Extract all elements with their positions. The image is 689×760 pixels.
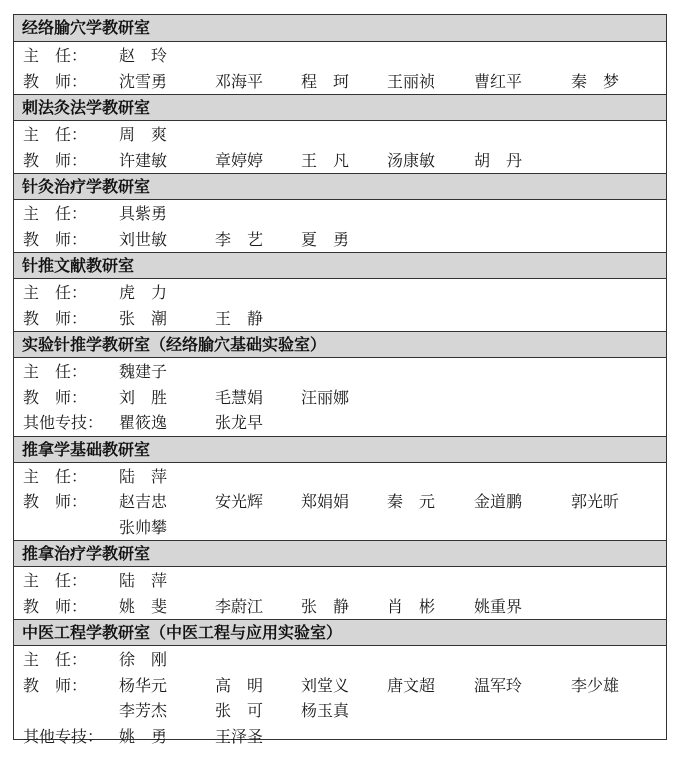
section xyxy=(14,252,666,331)
section xyxy=(14,15,666,94)
role-label: 其他专技： xyxy=(23,726,104,746)
role-label: 教 师： xyxy=(23,229,88,249)
section-title: 实验针推学教研室（经络腧穴基础实验室） xyxy=(14,331,666,357)
role-label: 教 师： xyxy=(23,675,88,695)
staff-name: 胡 丹 xyxy=(474,150,523,170)
section-title: 中医工程学教研室（中医工程与应用实验室） xyxy=(14,619,666,645)
section-title: 推拿学基础教研室 xyxy=(14,436,666,462)
staff-row xyxy=(14,410,666,436)
staff-row xyxy=(14,306,666,332)
section xyxy=(14,619,666,749)
staff-name: 毛慧娟 xyxy=(215,387,264,407)
staff-name: 赵 玲 xyxy=(119,46,168,65)
staff-name: 郭光昕 xyxy=(571,492,620,511)
staff-name: 郑娟娟 xyxy=(301,492,350,511)
role-label: 主 任： xyxy=(23,125,88,144)
staff-name: 张帅攀 xyxy=(119,517,168,537)
staff-row xyxy=(14,201,666,227)
staff-name: 魏建子 xyxy=(119,362,168,381)
staff-name: 唐文超 xyxy=(387,675,436,695)
staff-row xyxy=(14,280,666,306)
staff-name: 程 珂 xyxy=(301,71,350,91)
staff-name: 瞿筱逸 xyxy=(119,413,168,432)
section-body xyxy=(14,357,666,436)
staff-name: 李少雄 xyxy=(571,675,620,695)
staff-name: 张 可 xyxy=(215,701,264,720)
role-label: 其他专技： xyxy=(23,413,104,432)
section xyxy=(14,173,666,252)
staff-row xyxy=(14,385,666,411)
staff-name: 陆 萍 xyxy=(119,466,168,486)
staff-row xyxy=(14,122,666,148)
role-label: 主 任： xyxy=(23,46,88,65)
staff-name: 温军玲 xyxy=(474,675,523,695)
staff-row xyxy=(14,43,666,69)
staff-row xyxy=(14,464,666,490)
staff-name: 陆 萍 xyxy=(119,571,168,590)
staff-name: 张龙早 xyxy=(215,413,264,432)
staff-name: 王丽祯 xyxy=(387,71,436,91)
staff-name: 姚 勇 xyxy=(119,726,168,746)
staff-row xyxy=(14,673,666,699)
staff-name: 赵吉忠 xyxy=(119,492,168,511)
section-title: 经络腧穴学教研室 xyxy=(14,15,666,41)
section-title: 刺法灸法学教研室 xyxy=(14,94,666,120)
staff-name: 王 凡 xyxy=(301,150,350,170)
staff-name: 秦 梦 xyxy=(571,71,620,91)
staff-row xyxy=(14,647,666,673)
staff-name: 杨华元 xyxy=(119,675,168,695)
staff-name: 高 明 xyxy=(215,675,264,695)
role-label: 主 任： xyxy=(23,362,88,381)
staff-name: 刘堂义 xyxy=(301,675,350,695)
staff-row xyxy=(14,724,666,750)
role-label: 教 师： xyxy=(23,387,88,407)
staff-row xyxy=(14,359,666,385)
staff-name: 章婷婷 xyxy=(215,150,264,170)
staff-name: 王 静 xyxy=(215,308,264,328)
section-body xyxy=(14,645,666,749)
staff-name: 刘世敏 xyxy=(119,229,168,249)
section xyxy=(14,94,666,173)
staff-name: 许建敏 xyxy=(119,150,168,170)
section-title: 推拿治疗学教研室 xyxy=(14,540,666,566)
section xyxy=(14,436,666,541)
staff-name: 邓海平 xyxy=(215,71,264,91)
section xyxy=(14,540,666,619)
staff-name: 夏 勇 xyxy=(301,229,350,249)
staff-row xyxy=(14,594,666,620)
role-label: 教 师： xyxy=(23,150,88,170)
staff-row xyxy=(14,69,666,95)
role-label: 教 师： xyxy=(23,492,88,511)
staff-name: 杨玉真 xyxy=(301,701,350,720)
role-label: 教 师： xyxy=(23,308,88,328)
role-label: 主 任： xyxy=(23,571,88,590)
role-label: 教 师： xyxy=(23,71,88,91)
section-body xyxy=(14,462,666,541)
section-body xyxy=(14,41,666,94)
staff-name: 张 静 xyxy=(301,596,350,616)
staff-name: 李蔚江 xyxy=(215,596,264,616)
staff-row xyxy=(14,227,666,253)
section-body xyxy=(14,566,666,619)
staff-name: 刘 胜 xyxy=(119,387,168,407)
role-label: 主 任： xyxy=(23,283,88,302)
staff-name: 王泽圣 xyxy=(215,726,264,746)
section-title: 针推文献教研室 xyxy=(14,252,666,278)
staff-name: 具紫勇 xyxy=(119,204,168,223)
staff-row xyxy=(14,148,666,174)
staff-name: 肖 彬 xyxy=(387,596,436,616)
role-label: 教 师： xyxy=(23,596,88,616)
section-title: 针灸治疗学教研室 xyxy=(14,173,666,199)
department-directory xyxy=(13,14,667,746)
staff-row xyxy=(14,489,666,515)
staff-name: 汤康敏 xyxy=(387,150,436,170)
staff-name: 李芳杰 xyxy=(119,701,168,720)
staff-name: 汪丽娜 xyxy=(301,387,350,407)
role-label: 主 任： xyxy=(23,650,88,669)
staff-name: 沈雪勇 xyxy=(119,71,168,91)
staff-name: 安光辉 xyxy=(215,492,264,511)
staff-name: 秦 元 xyxy=(387,492,436,511)
role-label: 主 任： xyxy=(23,466,88,486)
staff-name: 徐 刚 xyxy=(119,650,168,669)
staff-name: 金道鹏 xyxy=(474,492,523,511)
section-body xyxy=(14,199,666,252)
staff-row xyxy=(14,515,666,541)
section xyxy=(14,331,666,436)
staff-name: 姚重界 xyxy=(474,596,523,616)
role-label: 主 任： xyxy=(23,204,88,223)
staff-row xyxy=(14,568,666,594)
staff-name: 姚 斐 xyxy=(119,596,168,616)
section-body xyxy=(14,120,666,173)
staff-name: 周 爽 xyxy=(119,125,168,144)
staff-name: 李 艺 xyxy=(215,229,264,249)
section-body xyxy=(14,278,666,331)
staff-name: 曹红平 xyxy=(474,71,523,91)
staff-name: 虎 力 xyxy=(119,283,168,302)
staff-row xyxy=(14,698,666,724)
staff-name: 张 潮 xyxy=(119,308,168,328)
